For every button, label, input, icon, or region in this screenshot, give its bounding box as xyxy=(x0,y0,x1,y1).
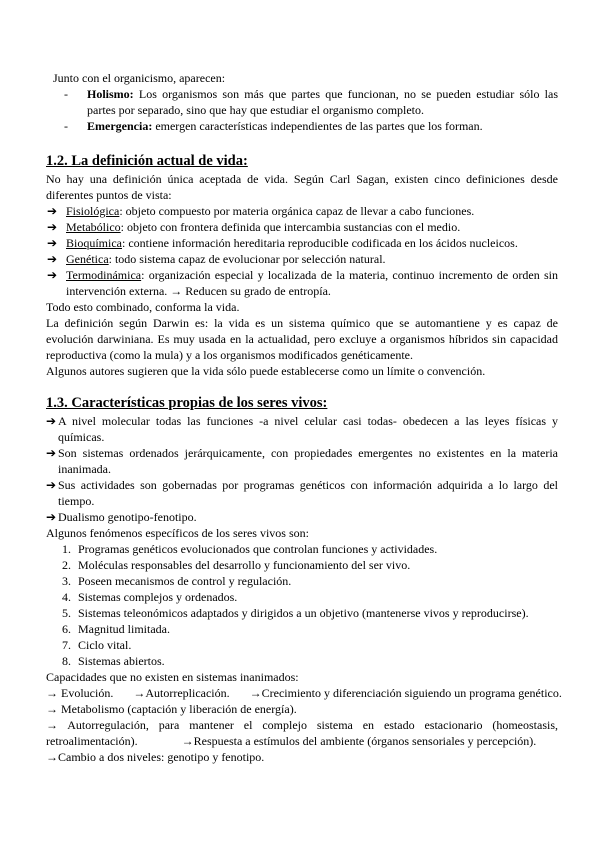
phenomenon-text: Ciclo vital. xyxy=(78,638,132,652)
term-fisiologica: Fisiológica xyxy=(66,204,120,218)
phenomena-lead: Algunos fenómenos específicos de los seres vivos son: xyxy=(46,526,309,540)
definition-text: : objeto con frontera definida que intercambia sustancias con el medio. xyxy=(120,220,461,234)
list-item xyxy=(46,509,558,525)
item-number: 3. xyxy=(62,574,71,588)
definition-text: : organización especial y localizada de la materia, continuo incremento de orden sin intervención externa. → Reducen su grado de entropía. xyxy=(66,268,558,298)
capacity-autorregulacion: → Autorregulación, para mantener el complejo sistema en estado estacionario (homeostasis, xyxy=(46,718,558,732)
term-genetica: Genética xyxy=(66,252,109,266)
characteristic-text: Dualismo genotipo-fenotipo. xyxy=(58,510,197,524)
phenomenon-text: Sistemas complejos y ordenados. xyxy=(78,590,238,604)
intro-list xyxy=(53,86,558,134)
capacity-cambio: →Cambio a dos niveles: genotipo y fenotipo. xyxy=(46,750,265,764)
list-item xyxy=(46,445,558,477)
characteristic-text: Sus actividades son gobernadas por programas genéticos con información adquirida a lo largo del tiempo. xyxy=(58,478,558,508)
item-number: 7. xyxy=(62,638,71,652)
paragraph: No hay una definición única aceptada de vida. Según Carl Sagan, existen cinco definiciones desde diferentes puntos de vista: xyxy=(46,172,558,202)
capacities-row xyxy=(46,733,558,749)
capacity-evolucion: → Evolución. xyxy=(46,686,114,700)
section-1-3 xyxy=(46,393,562,765)
definition-text: : objeto compuesto por materia orgánica capaz de llevar a cabo funciones. xyxy=(119,204,475,218)
phenomenon-text: Poseen mecanismos de control y regulación. xyxy=(78,574,292,588)
list-item xyxy=(46,413,558,445)
phenomena-list xyxy=(46,541,558,669)
term-holismo: Holismo: xyxy=(87,87,134,101)
item-number: 1. xyxy=(62,542,71,556)
arrow-icon: ➔ xyxy=(47,252,58,266)
list-item xyxy=(46,589,558,605)
arrow-icon: ➔ xyxy=(47,236,58,250)
capacity-retroalimentacion: retroalimentación). xyxy=(46,734,138,748)
list-item xyxy=(46,557,558,573)
list-item xyxy=(46,573,558,589)
list-item xyxy=(46,541,558,557)
item-number: 2. xyxy=(62,558,71,572)
arrow-icon: ➔ xyxy=(47,220,58,234)
list-item xyxy=(46,653,558,669)
arrow-icon: ➔ xyxy=(46,478,57,492)
authors-text: Algunos autores sugieren que la vida sólo puede establecerse como un límite o convención. xyxy=(46,364,486,378)
definitions-list xyxy=(46,203,558,299)
intro-lead: Junto con el organicismo, aparecen: xyxy=(53,71,226,85)
list-item xyxy=(46,605,558,621)
phenomenon-text: Sistemas abiertos. xyxy=(78,654,165,668)
term-emergencia: Emergencia: xyxy=(87,119,153,133)
arrow-icon: ➔ xyxy=(46,510,57,524)
list-item xyxy=(46,637,558,653)
capacity-crecimiento: →Crecimiento y diferenciación siguiendo un programa genético. xyxy=(249,686,562,700)
term-termodinamica: Termodinámica xyxy=(66,268,142,282)
capacities-row xyxy=(46,685,562,701)
item-number: 4. xyxy=(62,590,71,604)
section-heading: 1.2. La definición actual de vida: xyxy=(46,153,248,169)
phenomenon-text: Moléculas responsables del desarrollo y funcionamiento del ser vivo. xyxy=(78,558,411,572)
list-item xyxy=(53,118,558,134)
list-item xyxy=(46,235,558,251)
characteristics-list xyxy=(46,413,558,525)
characteristic-text: Son sistemas ordenados jerárquicamente, con propiedades emergentes no existentes en la materia inanimada. xyxy=(58,446,558,476)
list-item xyxy=(46,251,558,267)
section-1-2 xyxy=(46,151,558,379)
dash-marker: - xyxy=(64,87,68,101)
dash-marker: - xyxy=(64,119,68,133)
combined-text: Todo esto combinado, conforma la vida. xyxy=(46,300,240,314)
darwin-paragraph: La definición según Darwin es: la vida es un sistema químico que se automantiene y es capaz de evolución darwiniana. Es muy usada en la actualidad, pero excluye a organismos híbridos sin capacidad reproductiva (como la mula) y a los organismos modificados genéticamente. xyxy=(46,316,558,362)
list-item xyxy=(46,477,558,509)
item-number: 6. xyxy=(62,622,71,636)
definition-text: : contiene información hereditaria reproducible codificada en los ácidos nucleicos. xyxy=(122,236,518,250)
intro-section xyxy=(53,70,558,134)
list-item xyxy=(46,219,558,235)
term-metabolico: Metabólico xyxy=(66,220,121,234)
definition-text: : todo sistema capaz de evolucionar por selección natural. xyxy=(108,252,386,266)
item-number: 8. xyxy=(62,654,71,668)
list-item xyxy=(46,267,558,299)
list-item xyxy=(46,621,558,637)
arrow-icon: ➔ xyxy=(46,446,57,460)
phenomenon-text: Magnitud limitada. xyxy=(78,622,170,636)
list-item xyxy=(53,86,558,118)
emergencia-text: emergen características independientes de las partes que los forman. xyxy=(155,119,483,133)
holismo-text: Los organismos son más que partes que funcionan, no se pueden estudiar sólo las partes por separado, sino que hay que estudiar el organismo completo. xyxy=(87,87,559,117)
capacity-respuesta: →Respuesta a estímulos del ambiente (órganos sensoriales y percepción). xyxy=(181,734,537,748)
characteristic-text: A nivel molecular todas las funciones -a nivel celular casi todas- obedecen a las leyes físicas y químicas. xyxy=(58,414,558,444)
term-bioquimica: Bioquímica xyxy=(66,236,122,250)
capacity-metabolismo: → Metabolismo (captación y liberación de energía). xyxy=(46,702,297,716)
arrow-icon: ➔ xyxy=(47,204,58,218)
list-item xyxy=(46,203,558,219)
phenomenon-text: Programas genéticos evolucionados que controlan funciones y actividades. xyxy=(78,542,438,556)
section-heading: 1.3. Características propias de los seres vivos: xyxy=(46,395,328,411)
arrow-icon: ➔ xyxy=(46,414,57,428)
phenomenon-text: Sistemas teleonómicos adaptados y dirigidos a un objetivo (mantenerse vivos y reproducirse). xyxy=(78,606,529,620)
item-number: 5. xyxy=(62,606,71,620)
capacities-lead: Capacidades que no existen en sistemas inanimados: xyxy=(46,670,299,684)
arrow-icon: ➔ xyxy=(47,268,58,282)
capacity-autorreplicacion: →Autorreplicación. xyxy=(133,686,230,700)
